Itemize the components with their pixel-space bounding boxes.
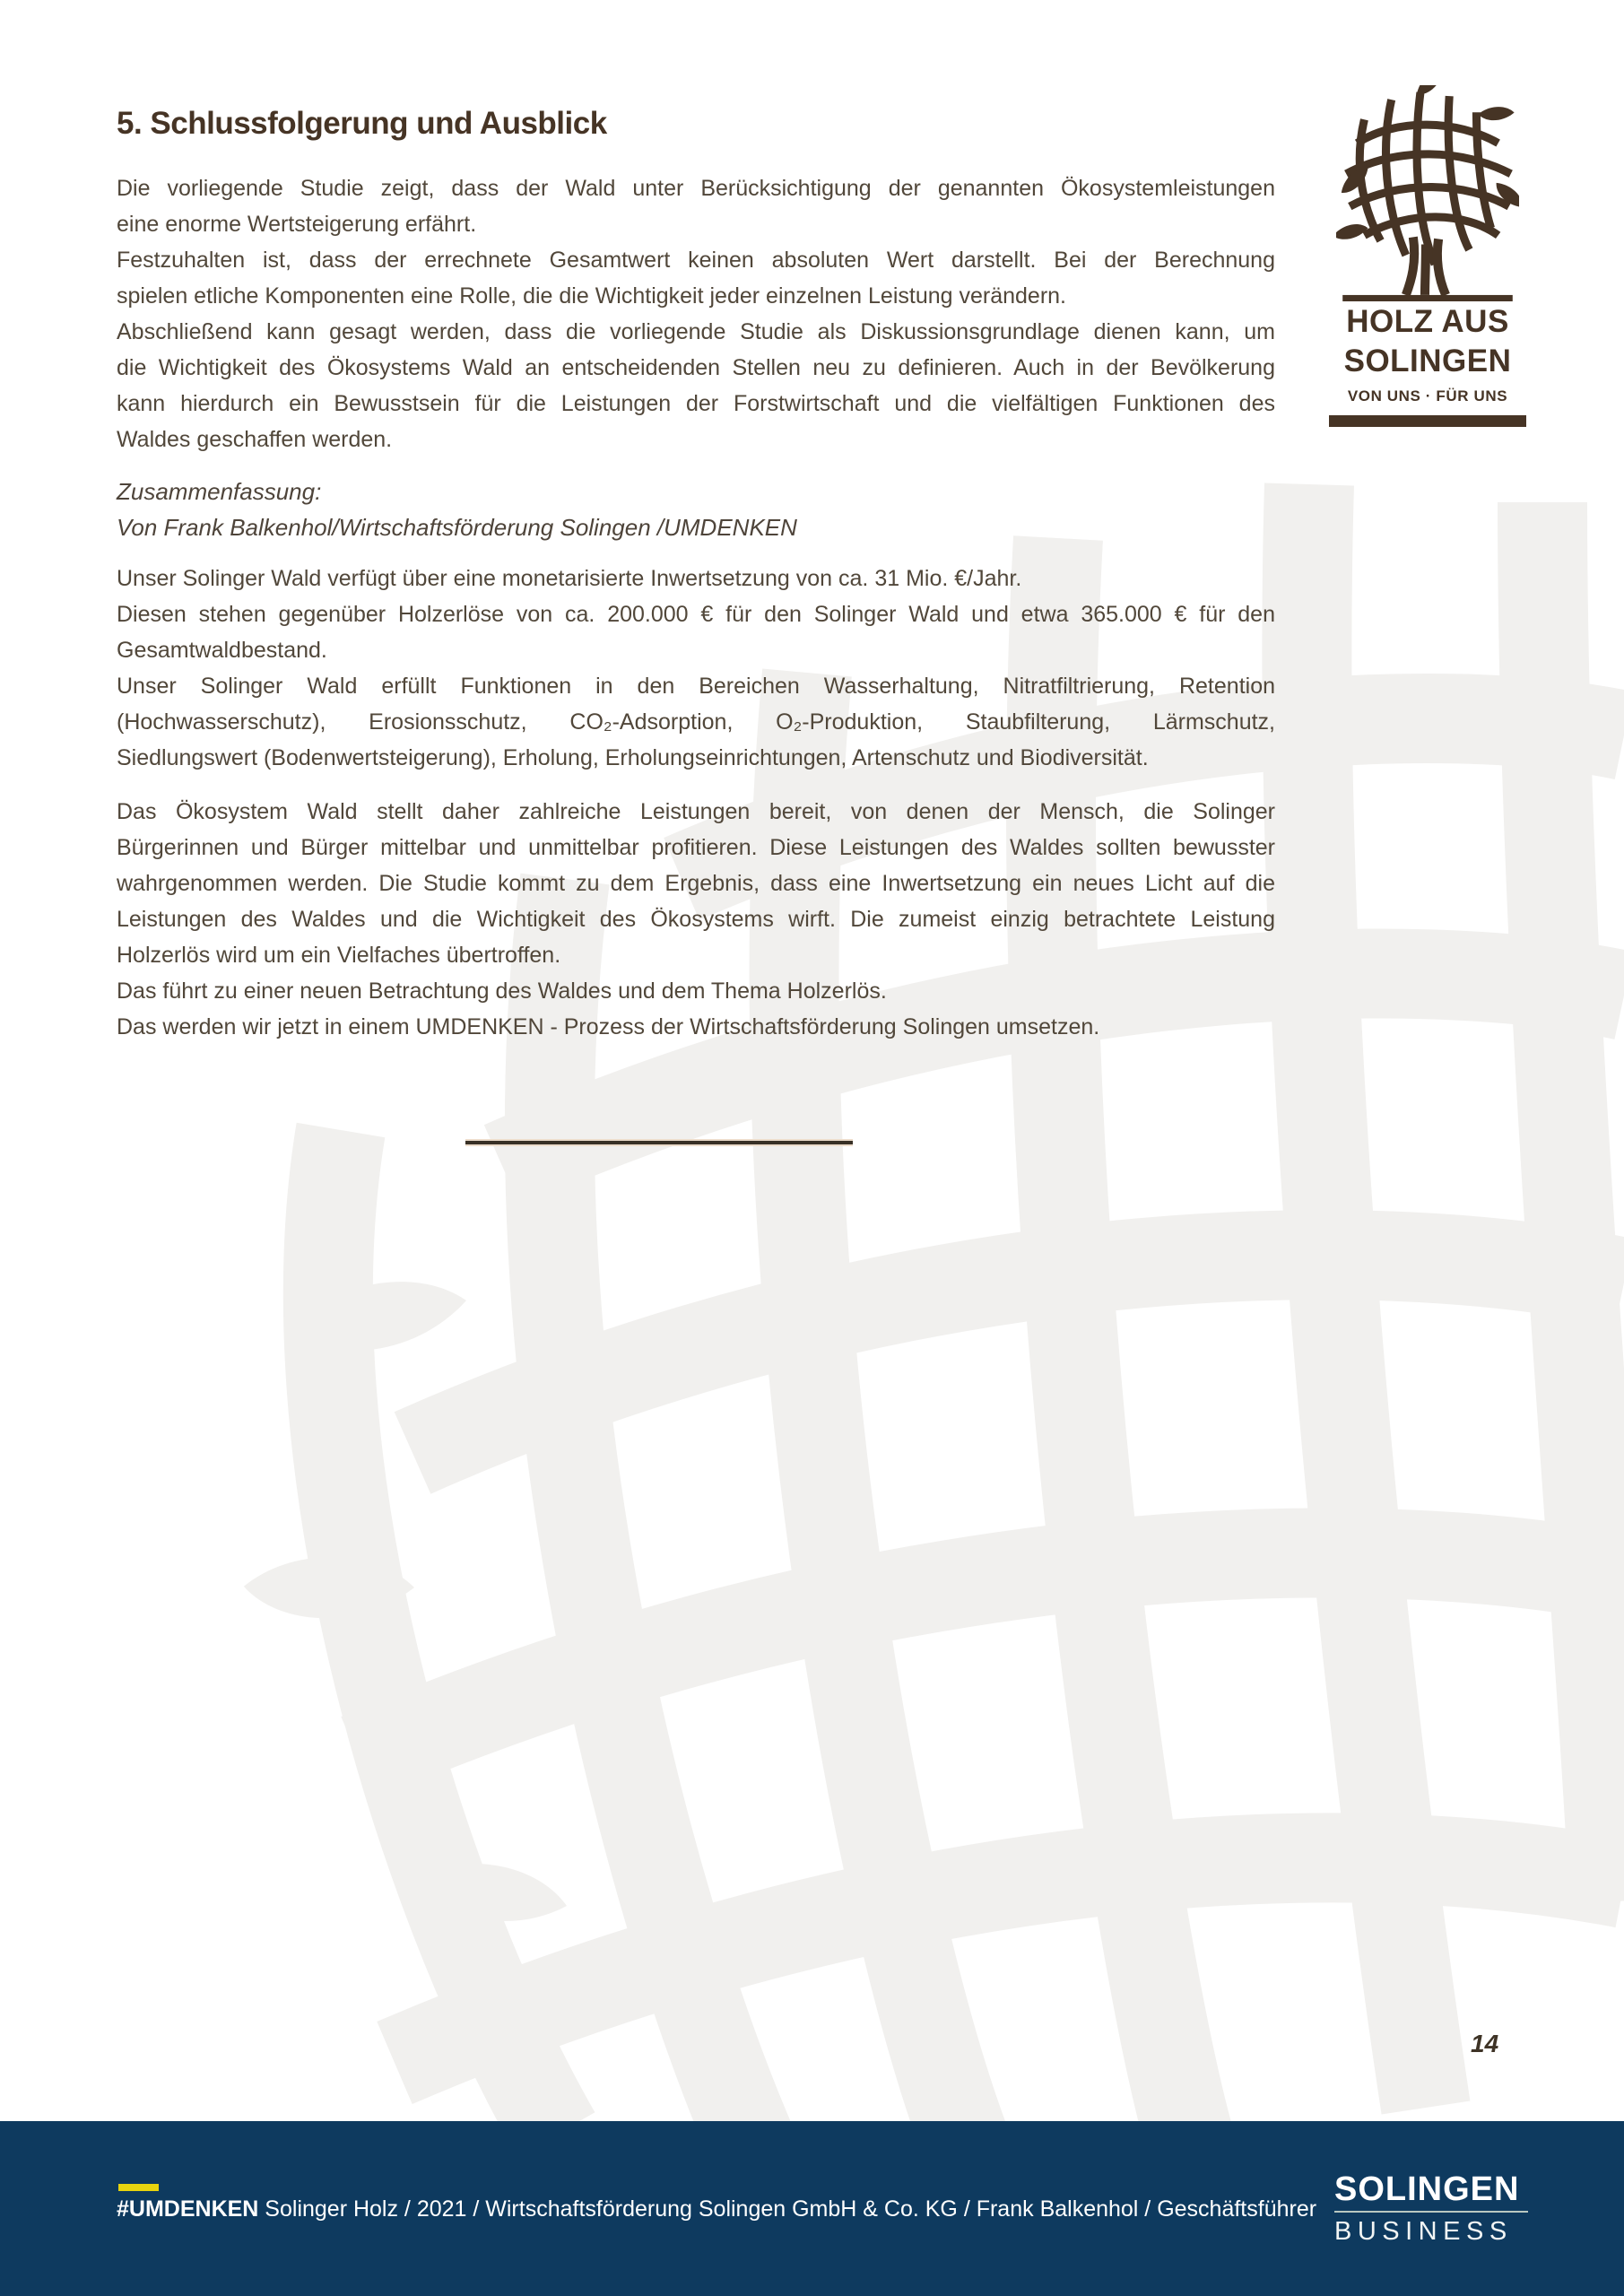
text-line: Das führt zu einer neuen Betrachtung des Waldes und dem Thema Holzerlös. bbox=[117, 978, 887, 1004]
text-line: Holzerlös wird um ein Vielfaches übertroffen. bbox=[117, 943, 561, 968]
logo-text-line2: SOLINGEN bbox=[1343, 344, 1512, 378]
text-line: Unser Solinger Wald erfüllt Funktionen in den Bereichen Wasserhaltung, Nitratfiltrierung, Retention bbox=[117, 674, 1275, 699]
summary-block bbox=[117, 474, 1275, 545]
paragraph-conclusion bbox=[117, 794, 1275, 1045]
text-line: Festzuhalten ist, dass der errechnete Gesamtwert keinen absoluten Wert darstellt. Bei der Berechnung bbox=[117, 248, 1275, 273]
footer-bar bbox=[0, 2121, 1624, 2296]
text-line: Leistungen des Waldes und die Wichtigkeit des Ökosystems wirft. Die zumeist einzig betrachtete Leistung bbox=[117, 907, 1275, 932]
text-line: Unser Solinger Wald verfügt über eine monetarisierte Inwertsetzung von ca. 31 Mio. €/Jahr. bbox=[117, 566, 1022, 591]
yellow-dash-accent bbox=[118, 2184, 159, 2191]
paragraph-valuation bbox=[117, 561, 1275, 776]
text-line: kann hierdurch ein Bewusstsein für die Leistungen der Forstwirtschaft und die vielfältigen Funktionen des bbox=[117, 391, 1275, 416]
solingen-business-logo bbox=[1334, 2171, 1528, 2247]
text-line: Gesamtwaldbestand. bbox=[117, 638, 327, 663]
logo-bottom-bar bbox=[1329, 415, 1526, 427]
text-line: die Wichtigkeit des Ökosystems Wald an entscheidenden Stellen neu zu definieren. Auch in der Bevölkerung bbox=[117, 355, 1275, 380]
brand-solingen-text: SOLINGEN bbox=[1334, 2170, 1520, 2208]
summary-heading: Zusammenfassung: bbox=[117, 478, 322, 505]
footer-credit-text bbox=[117, 2196, 1336, 2222]
text-line: Siedlungswert (Bodenwertsteigerung), Erholung, Erholungseinrichtungen, Artenschutz und Biodiversität. bbox=[117, 745, 1149, 770]
logo-text-line3: VON UNS · FÜR UNS bbox=[1347, 387, 1508, 404]
woven-tree-icon bbox=[1336, 85, 1519, 302]
text-line: (Hochwasserschutz), Erosionsschutz, CO₂-Adsorption, O₂-Produktion, Staubfilterung, Lärmschutz, bbox=[117, 709, 1275, 735]
text-line: eine enorme Wertsteigerung erfährt. bbox=[117, 212, 477, 237]
footer-credit-rest: Solinger Holz / 2021 / Wirtschaftsförderung Solingen GmbH & Co. KG / Frank Balkenhol / Geschäftsführer bbox=[258, 2196, 1317, 2222]
text-line: Die vorliegende Studie zeigt, dass der Wald unter Berücksichtigung der genannten Ökosystemleistungen bbox=[117, 176, 1275, 201]
paragraph-intro bbox=[117, 170, 1275, 457]
text-line: Das Ökosystem Wald stellt daher zahlreiche Leistungen bereit, von denen der Mensch, die Solinger bbox=[117, 799, 1275, 824]
text-line: Abschließend kann gesagt werden, dass die vorliegende Studie als Diskussionsgrundlage dienen kann, um bbox=[117, 319, 1275, 344]
logo-text-line1: HOLZ AUS bbox=[1346, 304, 1509, 339]
text-line: spielen etliche Komponenten eine Rolle, die die Wichtigkeit jeder einzelnen Leistung verändern. bbox=[117, 283, 1066, 309]
text-line: Diesen stehen gegenüber Holzerlöse von ca. 200.000 € für den Solinger Wald und etwa 365.000 € für den bbox=[117, 602, 1275, 627]
page-number: 14 bbox=[1471, 2030, 1499, 2057]
brand-divider-line bbox=[1334, 2211, 1528, 2213]
brand-business-text: BUSINESS bbox=[1334, 2217, 1513, 2246]
text-line: Das werden wir jetzt in einem UMDENKEN - Prozess der Wirtschaftsförderung Solingen umsetzen. bbox=[117, 1014, 1100, 1039]
text-line: Waldes geschaffen werden. bbox=[117, 427, 393, 452]
text-line: wahrgenommen werden. Die Studie kommt zu dem Ergebnis, dass eine Inwertsetzung ein neues Licht auf die bbox=[117, 871, 1275, 896]
holz-aus-solingen-logo bbox=[1329, 85, 1526, 427]
text-line: Bürgerinnen und Bürger mittelbar und unmittelbar profitieren. Diese Leistungen des Waldes sollten bewusster bbox=[117, 835, 1275, 860]
footer-hashtag: #UMDENKEN bbox=[117, 2196, 259, 2222]
summary-byline: Von Frank Balkenhol/Wirtschaftsförderung Solingen /UMDENKEN bbox=[117, 514, 797, 541]
page-title: 5. Schlussfolgerung und Ausblick bbox=[117, 106, 607, 141]
section-divider-rule bbox=[465, 1141, 853, 1144]
